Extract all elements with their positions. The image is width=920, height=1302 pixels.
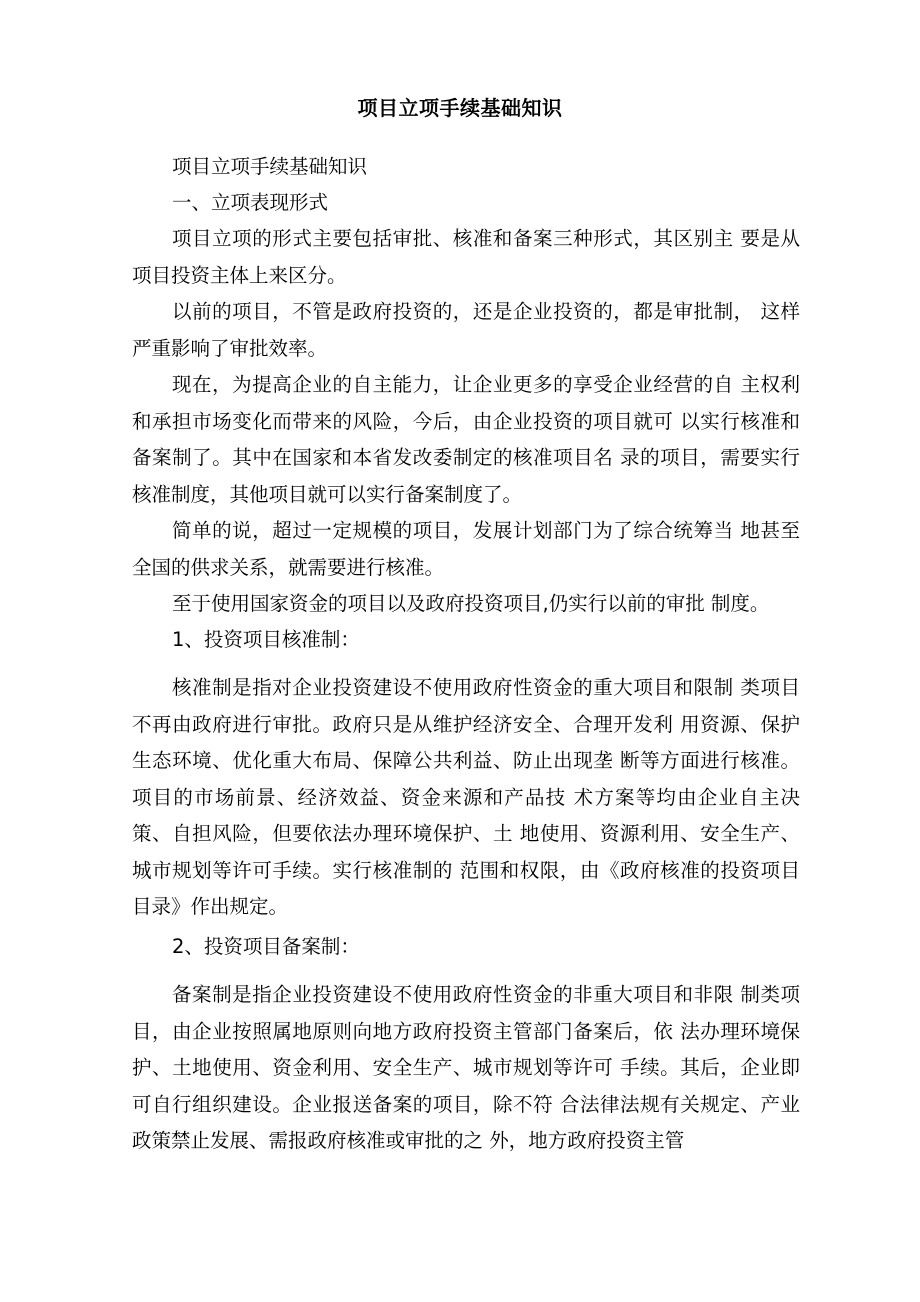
section-heading-filing: 2、投资项目备案制： (172, 935, 360, 958)
paragraph-forms: 项目立项的形式主要包括审批、核准和备案三种形式，其区别主 要是从项目投资主体上来区分。 (132, 227, 800, 287)
paragraph-now: 现在，为提高企业的自主能力，让企业更多的享受企业经营的自 主权利和承担市场变化而带来的风险，今后，由企业投资的项目就可 以实行核准和备案制了。其中在国家和本省发改委制定的核准项目名 录的项目，需要实行核准制度，其他项目就可以实行备案制度了。 (132, 373, 800, 506)
paragraph-filing: 备案制是指企业投资建设不使用政府性资金的非重大项目和非限 制类项目，由企业按照属地原则向地方政府投资主管部门备案后，依 法办理环境保护、土地使用、资金利用、安全生产、城市规划等许可 手续。其后，企业即可自行组织建设。企业报送备案的项目，除不符 合法律法规有关规定、产业政策禁止发展、需报政府核准或审批的之 外，地方政府投资主管 (132, 983, 800, 1152)
paragraph-simple: 简单的说，超过一定规模的项目，发展计划部门为了综合统筹当 地甚至全国的供求关系，就需要进行核准。 (132, 519, 800, 579)
section-heading-forms: 一、立项表现形式 (172, 191, 329, 214)
paragraph-state-funds: 至于使用国家资金的项目以及政府投资项目,仍实行以前的审批 制度。 (172, 592, 770, 615)
paragraph-past: 以前的项目，不管是政府投资的，还是企业投资的，都是审批制， 这样严重影响了审批效率。 (132, 300, 800, 360)
section-heading-approval: 1、投资项目核准制： (172, 628, 360, 651)
paragraph-approval: 核准制是指对企业投资建设不使用政府性资金的重大项目和限制 类项目不再由政府进行审批。政府只是从维护经济安全、合理开发利 用资源、保护生态环境、优化重大布局、保障公共利益、防止出现垄 断等方面进行核准。项目的市场前景、经济效益、资金来源和产品技 术方案等均由企业自主决策、自担风险，但要依法办理环境保护、土 地使用、资源利用、安全生产、城市规划等许可手续。实行核准制的 范围和权限，由《政府核准的投资项目目录》作出规定。 (132, 676, 800, 918)
document-subtitle: 项目立项手续基础知识 (172, 155, 368, 178)
document-title: 项目立项手续基础知识 (357, 96, 563, 120)
